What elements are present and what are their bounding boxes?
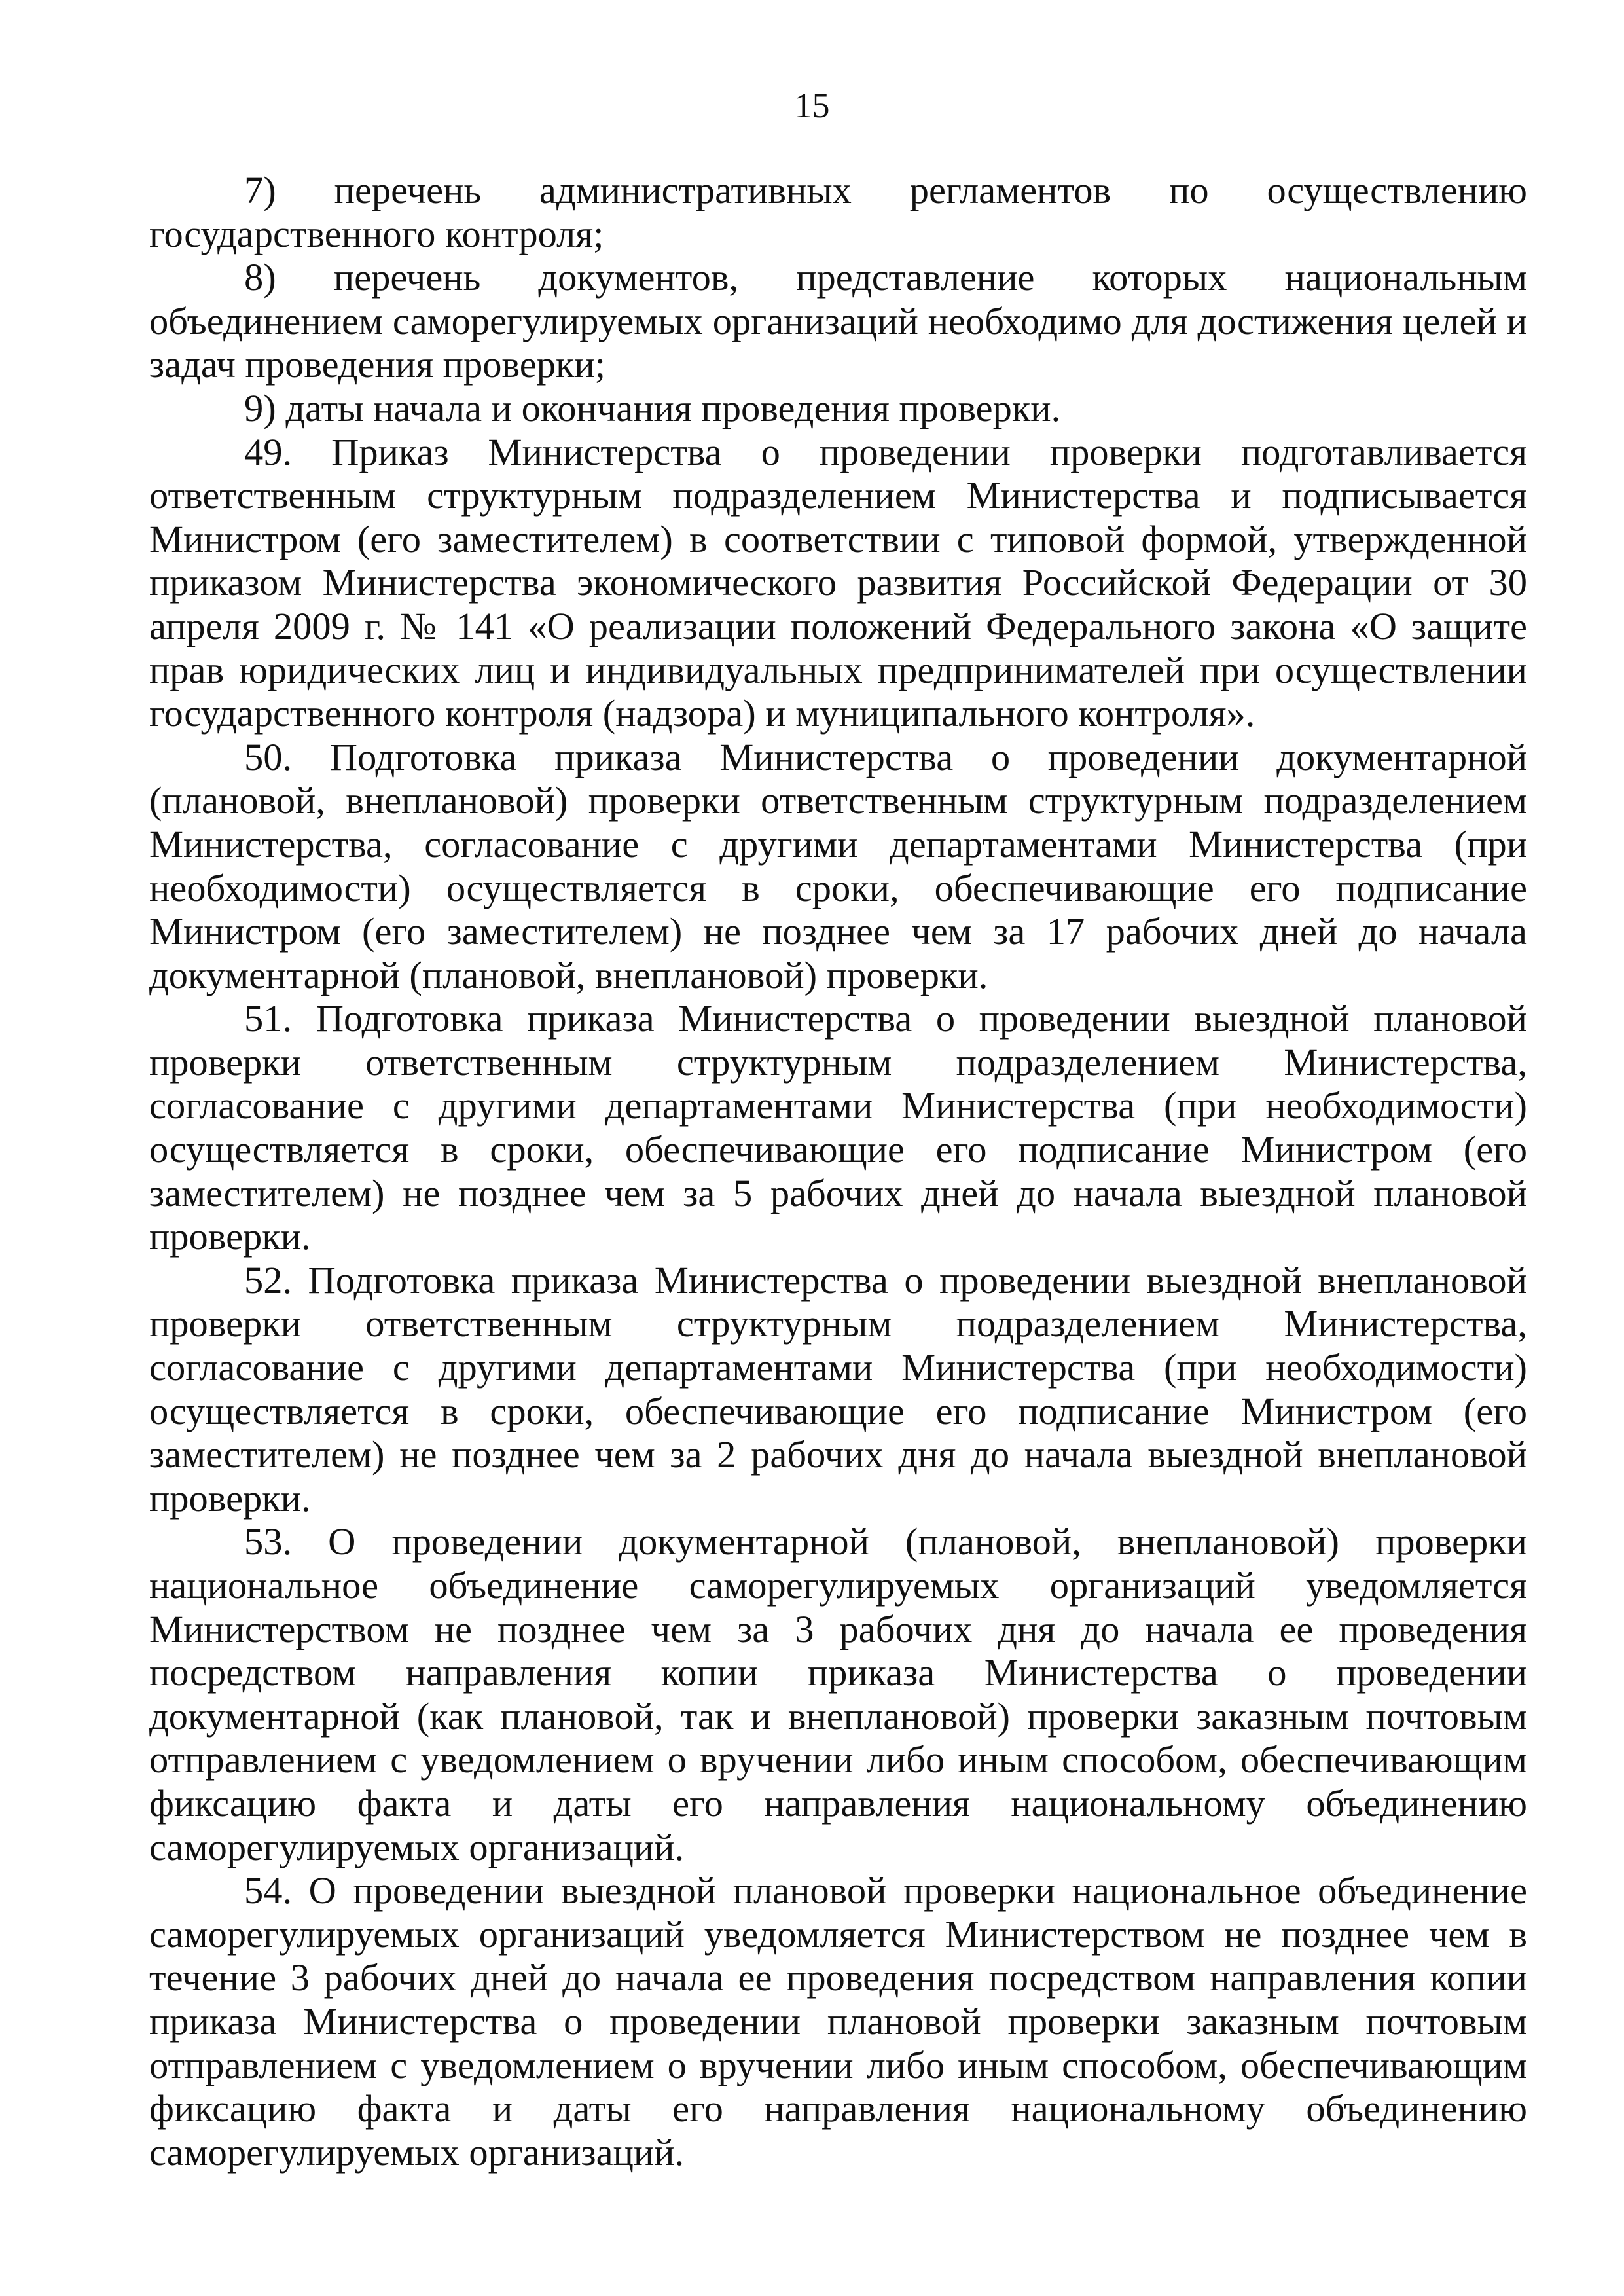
paragraph-50: 50. Подготовка приказа Министерства о проведении документарной (плановой, внеплановой) проверки ответственным структурным подразделением Министерства, согласование с другими департаментами Министерства (при необходимости) осуществляется в сроки, обеспечивающие его подписание Министром (его заместителем) не позднее чем за 17 рабочих дней до начала документарной (плановой, внеплановой) проверки. [149,735,1527,996]
paragraph-51: 51. Подготовка приказа Министерства о проведении выездной плановой проверки ответственным структурным подразделением Министерства, согласование с другими департаментами Министерства (при необходимости) осуществляется в сроки, обеспечивающие его подписание Министром (его заместителем) не позднее чем за 5 рабочих дней до начала выездной плановой проверки. [149,997,1527,1258]
paragraph-53: 53. О проведении документарной (плановой, внеплановой) проверки национальное объединение саморегулируемых организаций уведомляется Министерством не позднее чем за 3 рабочих дня до начала ее проведения посредством направления копии приказа Министерства о проведении документарной (как плановой, так и внеплановой) проверки заказным почтовым отправлением с уведомлением о вручении либо иным способом, обеспечивающим фиксацию факта и даты его направления национальному объединению саморегулируемых организаций. [149,1520,1527,1868]
paragraph-49: 49. Приказ Министерства о проведении проверки подготавливается ответственным структурным подразделением Министерства и подписывается Министром (его заместителем) в соответствии с типовой формой, утвержденной приказом Министерства экономического развития Российской Федерации от 30 апреля 2009 г. № 141 «О реализации положений Федерального закона «О защите прав юридических лиц и индивидуальных предпринимателей при осуществлении государственного контроля (надзора) и муниципального контроля». [149,430,1527,735]
paragraph-54: 54. О проведении выездной плановой проверки национальное объединение саморегулируемых организаций уведомляется Министерством не позднее чем в течение 3 рабочих дней до начала ее проведения посредством направления копии приказа Министерства о проведении плановой проверки заказным почтовым отправлением с уведомлением о вручении либо иным способом, обеспечивающим фиксацию факта и даты его направления национальному объединению саморегулируемых организаций. [149,1869,1527,2174]
paragraph-item-7: 7) перечень административных регламентов по осуществлению государственного контроля; [149,169,1527,255]
paragraph-52: 52. Подготовка приказа Министерства о проведении выездной внеплановой проверки ответственным структурным подразделением Министерства, согласование с другими департаментами Министерства (при необходимости) осуществляется в сроки, обеспечивающие его подписание Министром (его заместителем) не позднее чем за 2 рабочих дня до начала выездной внеплановой проверки. [149,1258,1527,1520]
page-number: 15 [794,86,830,125]
document-body [149,169,1527,2174]
paragraph-item-9: 9) даты начала и окончания проведения проверки. [244,386,1061,429]
paragraph-item-8: 8) перечень документов, представление которых национальным объединением саморегулируемых организаций необходимо для достижения целей и задач проведения проверки; [149,256,1527,386]
